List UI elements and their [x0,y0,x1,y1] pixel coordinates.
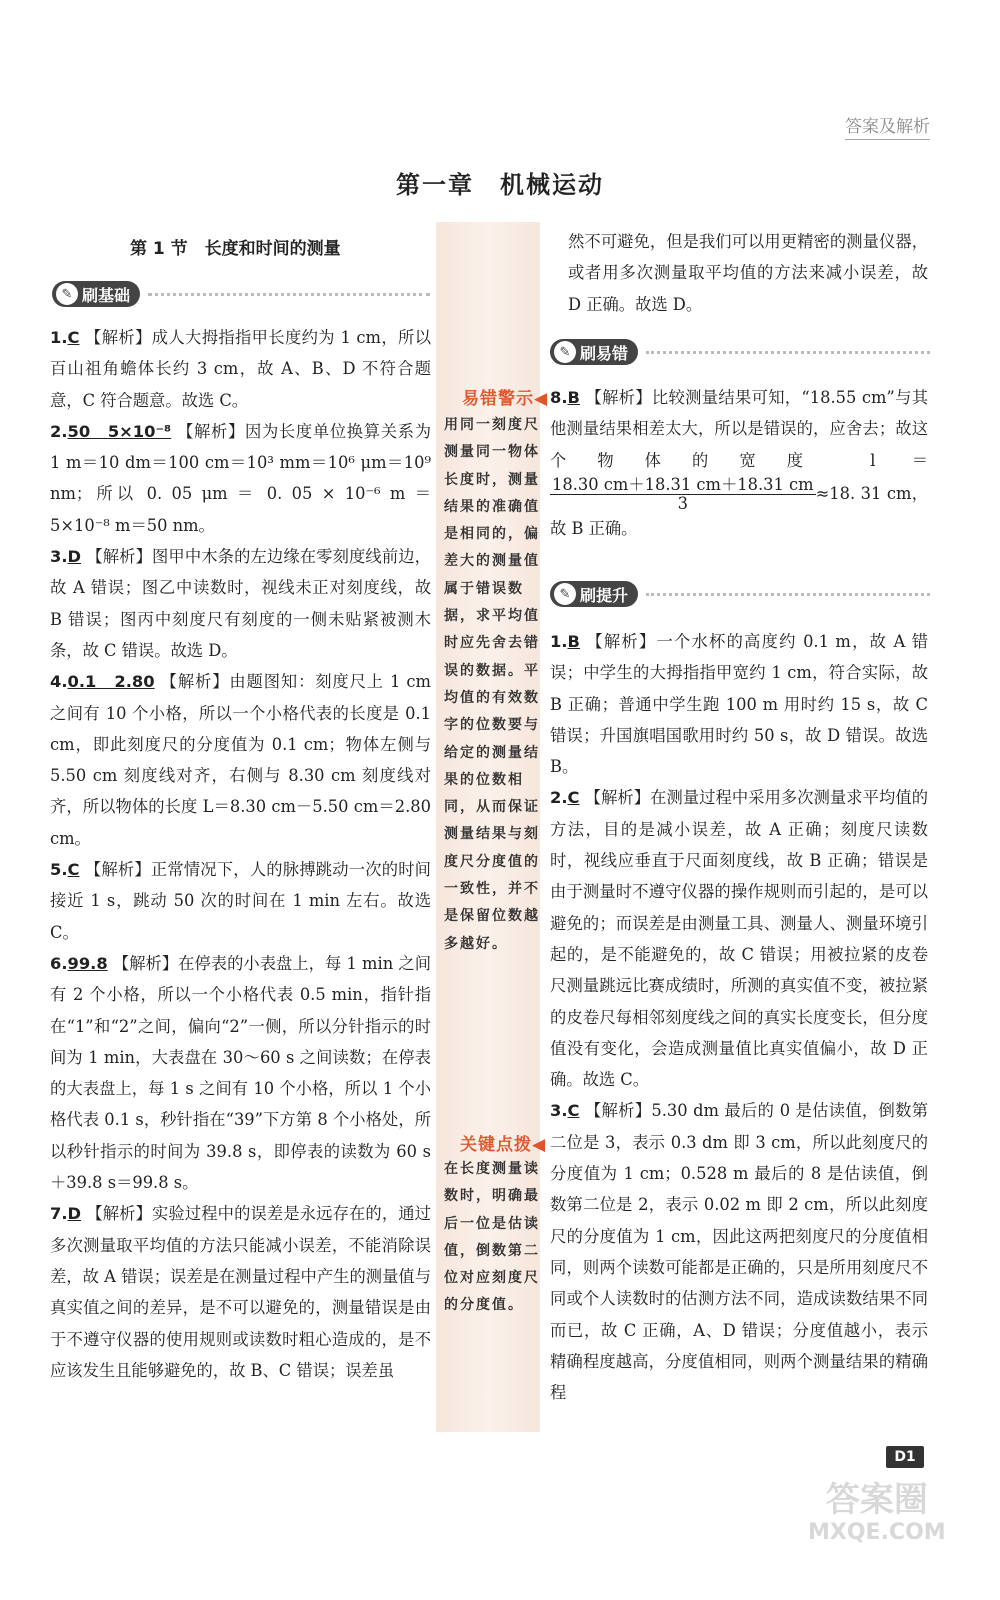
answer-1: 1.C 【解析】成人大拇指指甲长度约为 1 cm，所以百山祖角蟾体长约 3 cm，故 A、B、D 不符合题意，C 符合题意。故选 C。 [50,328,431,410]
chapter-title: 第一章 机械运动 [396,171,604,199]
triangle-left-icon: ◀ [534,389,549,409]
answer-7-continued: 然不可避免，但是我们可以用更精密的测量仪器，或者用多次测量取平均值的方法来减小误差，故 D 正确。故选 D。 [568,232,928,314]
answer-7: 7.D 【解析】实验过程中的误差是永远存在的，通过多次测量取平均值的方法只能减小误差，不能消除误差，故 A 错误；误差是在测量过程中产生的测量值与真实值之间的差异，是不可以避免的，测量错误是由于不遵守仪器的使用规则或读数时粗心造成的，是不应该发生且能够避免的，故 B、C 错误；误差虽 [50,1204,431,1380]
watermark-logo: 答案圈 MXQE.COM [808,1480,946,1545]
answer-3: 3.D 【解析】图甲中木条的左边缘在零刻度线前边，故 A 错误；图乙中读数时，视线未正对刻度线，故 B 错误；图丙中刻度尺有刻度的一侧未贴紧被测木条，故 C 错误。故选 D。 [50,547,431,660]
page-number: D1 [886,1446,924,1468]
triangle-left-icon: ◀ [532,1135,547,1155]
badge-basic: ✎ 刷基础 [52,278,430,310]
advanced-answer-2: 2.C 【解析】在测量过程中采用多次测量求平均值的方法，目的是减小误差，故 A 正确；刻度尺读数时，视线应垂直于尺面刻度线，故 B 正确；错误是由于测量时不遵守仪器的操作规则而引起的，是可以避免的；而误差是由测量工具、测量人、测量环境引起的，是不能避免的，故 C 错误；用被拉紧的皮卷尺测量跳远比赛成绩时，所测的真实值不变，被拉紧的皮卷尺每相邻刻度线之间的真实长度变长，但分度值没有变化，会造成测量值比真实值偏小，故 D 正确。故选 C。 [550,788,928,1090]
fraction-average: $\frac{18.30 cm+18.31 cm+18.31 cm}{3}$ [552,474,814,513]
tip-text-key-point: 在长度测量读数时，明确最后一位是估读值，倒数第二位对应刻度尺的分度值。 [444,1161,540,1314]
badge-advanced: ✎ 刷提升 [550,578,930,610]
section-title: 第 1 节 长度和时间的测量 [130,239,341,259]
advanced-answers [550,626,928,1408]
tip-title-key-point: 关键点拨◀ [460,1135,547,1155]
header-label: 答案及解析 [845,112,930,140]
advanced-answer-3: 3.C 【解析】5.30 dm 最后的 0 是估读值，倒数第二位是 3，表示 0.3 dm 即 3 cm，所以此刻度尺的分度值为 1 cm；0.528 m 最后的 8 是估读值，倒数第二位是 2，表示 0.02 m 即 2 cm，所以此刻度尺的分度值为 1 cm，因此这两把刻度尺的分度值相同，则两个读数可能都是正确的，只是所用刻度尺不同或个人读数时的估测方法不同，造成读数结果不同而已，故 C 正确，A、D 错误；分度值越小，表示精确程度越高，分度值相同，则两个测量结果的精确程 [550,1101,928,1403]
answer-2: 2.50 5×10⁻⁸ 【解析】因为长度单位换算关系为 1 m＝10 dm＝100 cm＝10³ mm＝10⁶ μm＝10⁹ nm；所以 0. 05 μm ＝ 0. 05 × 10⁻⁶ m ＝ 5×10⁻⁸ m＝50 nm。 [50,421,431,535]
answer-8: 8.B 【解析】比较测量结果可知，“18.55 cm”与其他测量结果相差太大，所以是错误的，应舍去；故这个物体的宽度 l ＝ $\frac{18.30 cm+18.31 cm+18.31 cm}{3}$ ≈18. 31 cm，故 B 正确。 [550,388,928,538]
answer-4: 4.0.1 2.80 【解析】由题图知：刻度尺上 1 cm 之间有 10 个小格，所以一个小格代表的长度是 0.1 cm，即此刻度尺的分度值为 0.1 cm；物体左侧与 5.50 cm 刻度线对齐，右侧与 8.30 cm 刻度线对齐，所以物体的长度 L＝8.30 cm－5.50 cm＝2.80 cm。 [50,672,431,848]
left-column [50,322,431,1386]
pencil-icon: ✎ [554,583,576,605]
tip-title-mistake-warning: 易错警示◀ [462,389,549,409]
answer-6: 6.99.8 【解析】在停表的小表盘上，每 1 min 之间有 2 个小格，所以一个小格代表 0.5 min，指针指在“1”和“2”之间，偏向“2”一侧，所以分针指示的时间为 1 min，大表盘在 30～60 s 之间读数；在停表的大表盘上，每 1 s 之间有 10 个小格，所以 1 个小格代表 0.1 s，秒针指在“39”下方第 8 个小格处，所以秒针指示的时间为 39.8 s，即停表的读数为 60 s＋39.8 s＝99.8 s。 [50,953,431,1193]
answer-5: 5.C 【解析】正常情况下，人的脉搏跳动一次的时间接近 1 s，跳动 50 次的时间在 1 min 左右。故选 C。 [50,860,431,942]
badge-mistakes: ✎ 刷易错 [550,336,930,368]
advanced-answer-1: 1.B 【解析】一个水杯的高度约 0.1 m，故 A 错误；中学生的大拇指指甲宽约 1 cm，符合实际，故 B 正确；普通中学生跑 100 m 用时约 15 s，故 C 错误；升国旗唱国歌用时约 50 s，故 D 错误。故选 B。 [550,632,928,777]
pencil-icon: ✎ [56,283,78,305]
tip-text-mistake-warning: 用同一刻度尺测量同一物体长度时，测量结果的准确值是相同的，偏差大的测量值属于错误数据，求平均值时应先舍去错误的数据。平均值的有效数字的位数要与给定的测量结果的位数相同，从而保证测量结果与刻度尺分度值的一致性，并不是保留位数越多越好。 [444,417,540,952]
pencil-icon: ✎ [554,341,576,363]
right-column-continuation [568,226,928,320]
